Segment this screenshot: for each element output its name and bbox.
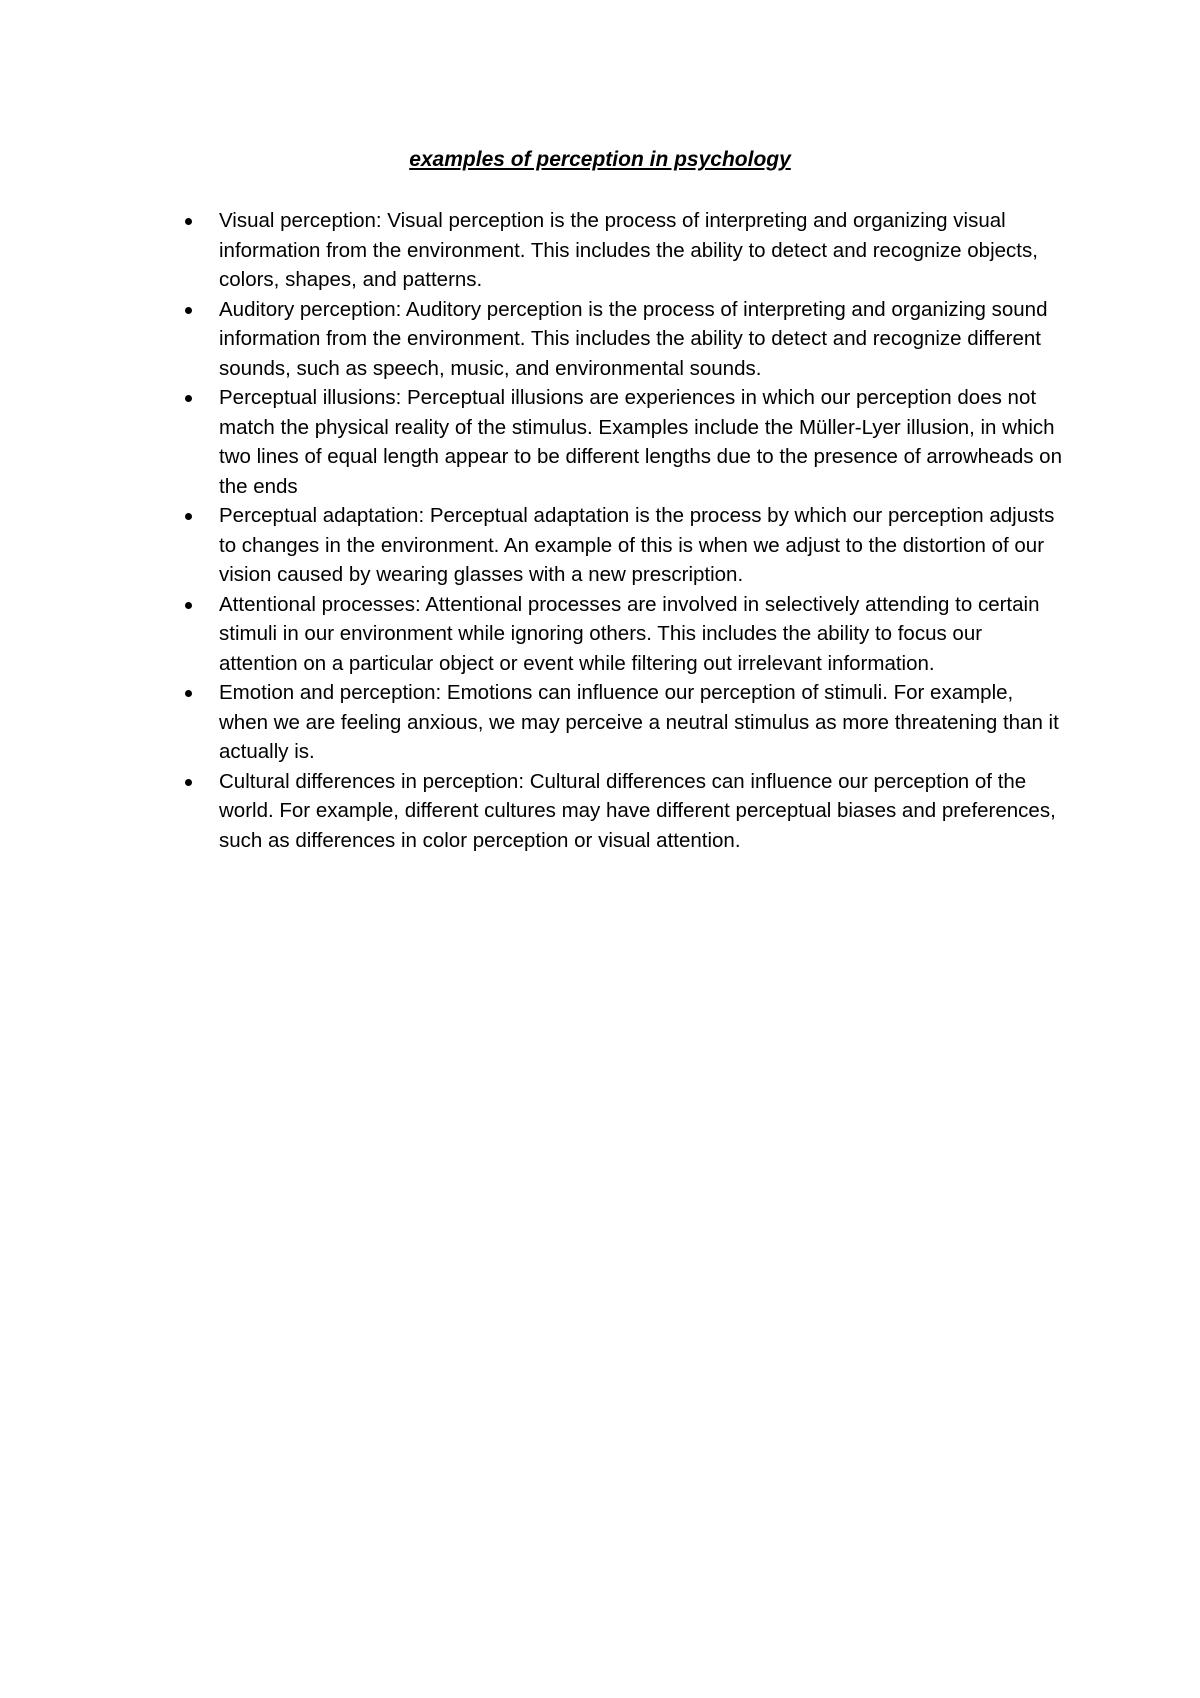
list-item-text: Perceptual illusions: Perceptual illusions are experiences in which our perception does not match the physical reality of the stimulus. Examples include the Müller-Lyer illusion, in which two lines of equal length appear to be different lengths due to the presence of arrowheads on the ends — [219, 386, 1062, 498]
list-item-text: Visual perception: Visual perception is the process of interpreting and organizing visual information from the environment. This includes the ability to detect and recognize objects, colors, shapes, and patterns. — [219, 209, 1038, 291]
list-item-text: Auditory perception: Auditory perception is the process of interpreting and organizing sound information from the environment. This includes the ability to detect and recognize different sounds, such as speech, music, and environmental sounds. — [219, 297, 1048, 380]
list-item-text: Cultural differences in perception: Cultural differences can influence our perception of the world. For example, different cultures may have different perceptual biases and preferences, such as differences in color perception or visual attention. — [219, 769, 1056, 852]
bullet-icon — [185, 602, 192, 609]
bullet-icon — [185, 513, 192, 520]
list-item-emotion-perception — [183, 678, 1063, 767]
bullet-icon — [185, 307, 192, 314]
bullet-icon — [185, 690, 192, 697]
list-item-auditory-perception — [183, 295, 1063, 384]
list-item-text: Attentional processes: Attentional processes are involved in selectively attending to certain stimuli in our environment while ignoring others. This includes the ability to focus our attention on a particular object or event while filtering out irrelevant information. — [219, 592, 1040, 675]
list-item-visual-perception — [183, 206, 1063, 295]
list-item-text: Emotion and perception: Emotions can influence our perception of stimuli. For example, when we are feeling anxious, we may perceive a neutral stimulus as more threatening than it actually is. — [219, 681, 1059, 763]
bullet-icon — [185, 395, 192, 402]
page-title: examples of perception in psychology — [409, 148, 791, 171]
list-item-cultural-differences — [183, 767, 1063, 856]
list-item-perceptual-illusions — [183, 383, 1063, 501]
bullet-icon — [185, 779, 192, 786]
list-item-attentional-processes — [183, 590, 1063, 679]
list-item-perceptual-adaptation — [183, 501, 1063, 590]
bullet-icon — [185, 218, 192, 225]
bullet-list — [183, 206, 1063, 855]
list-item-text: Perceptual adaptation: Perceptual adaptation is the process by which our perception adjusts to changes in the environment. An example of this is when we adjust to the distortion of our vision caused by wearing glasses with a new prescription. — [219, 504, 1055, 586]
